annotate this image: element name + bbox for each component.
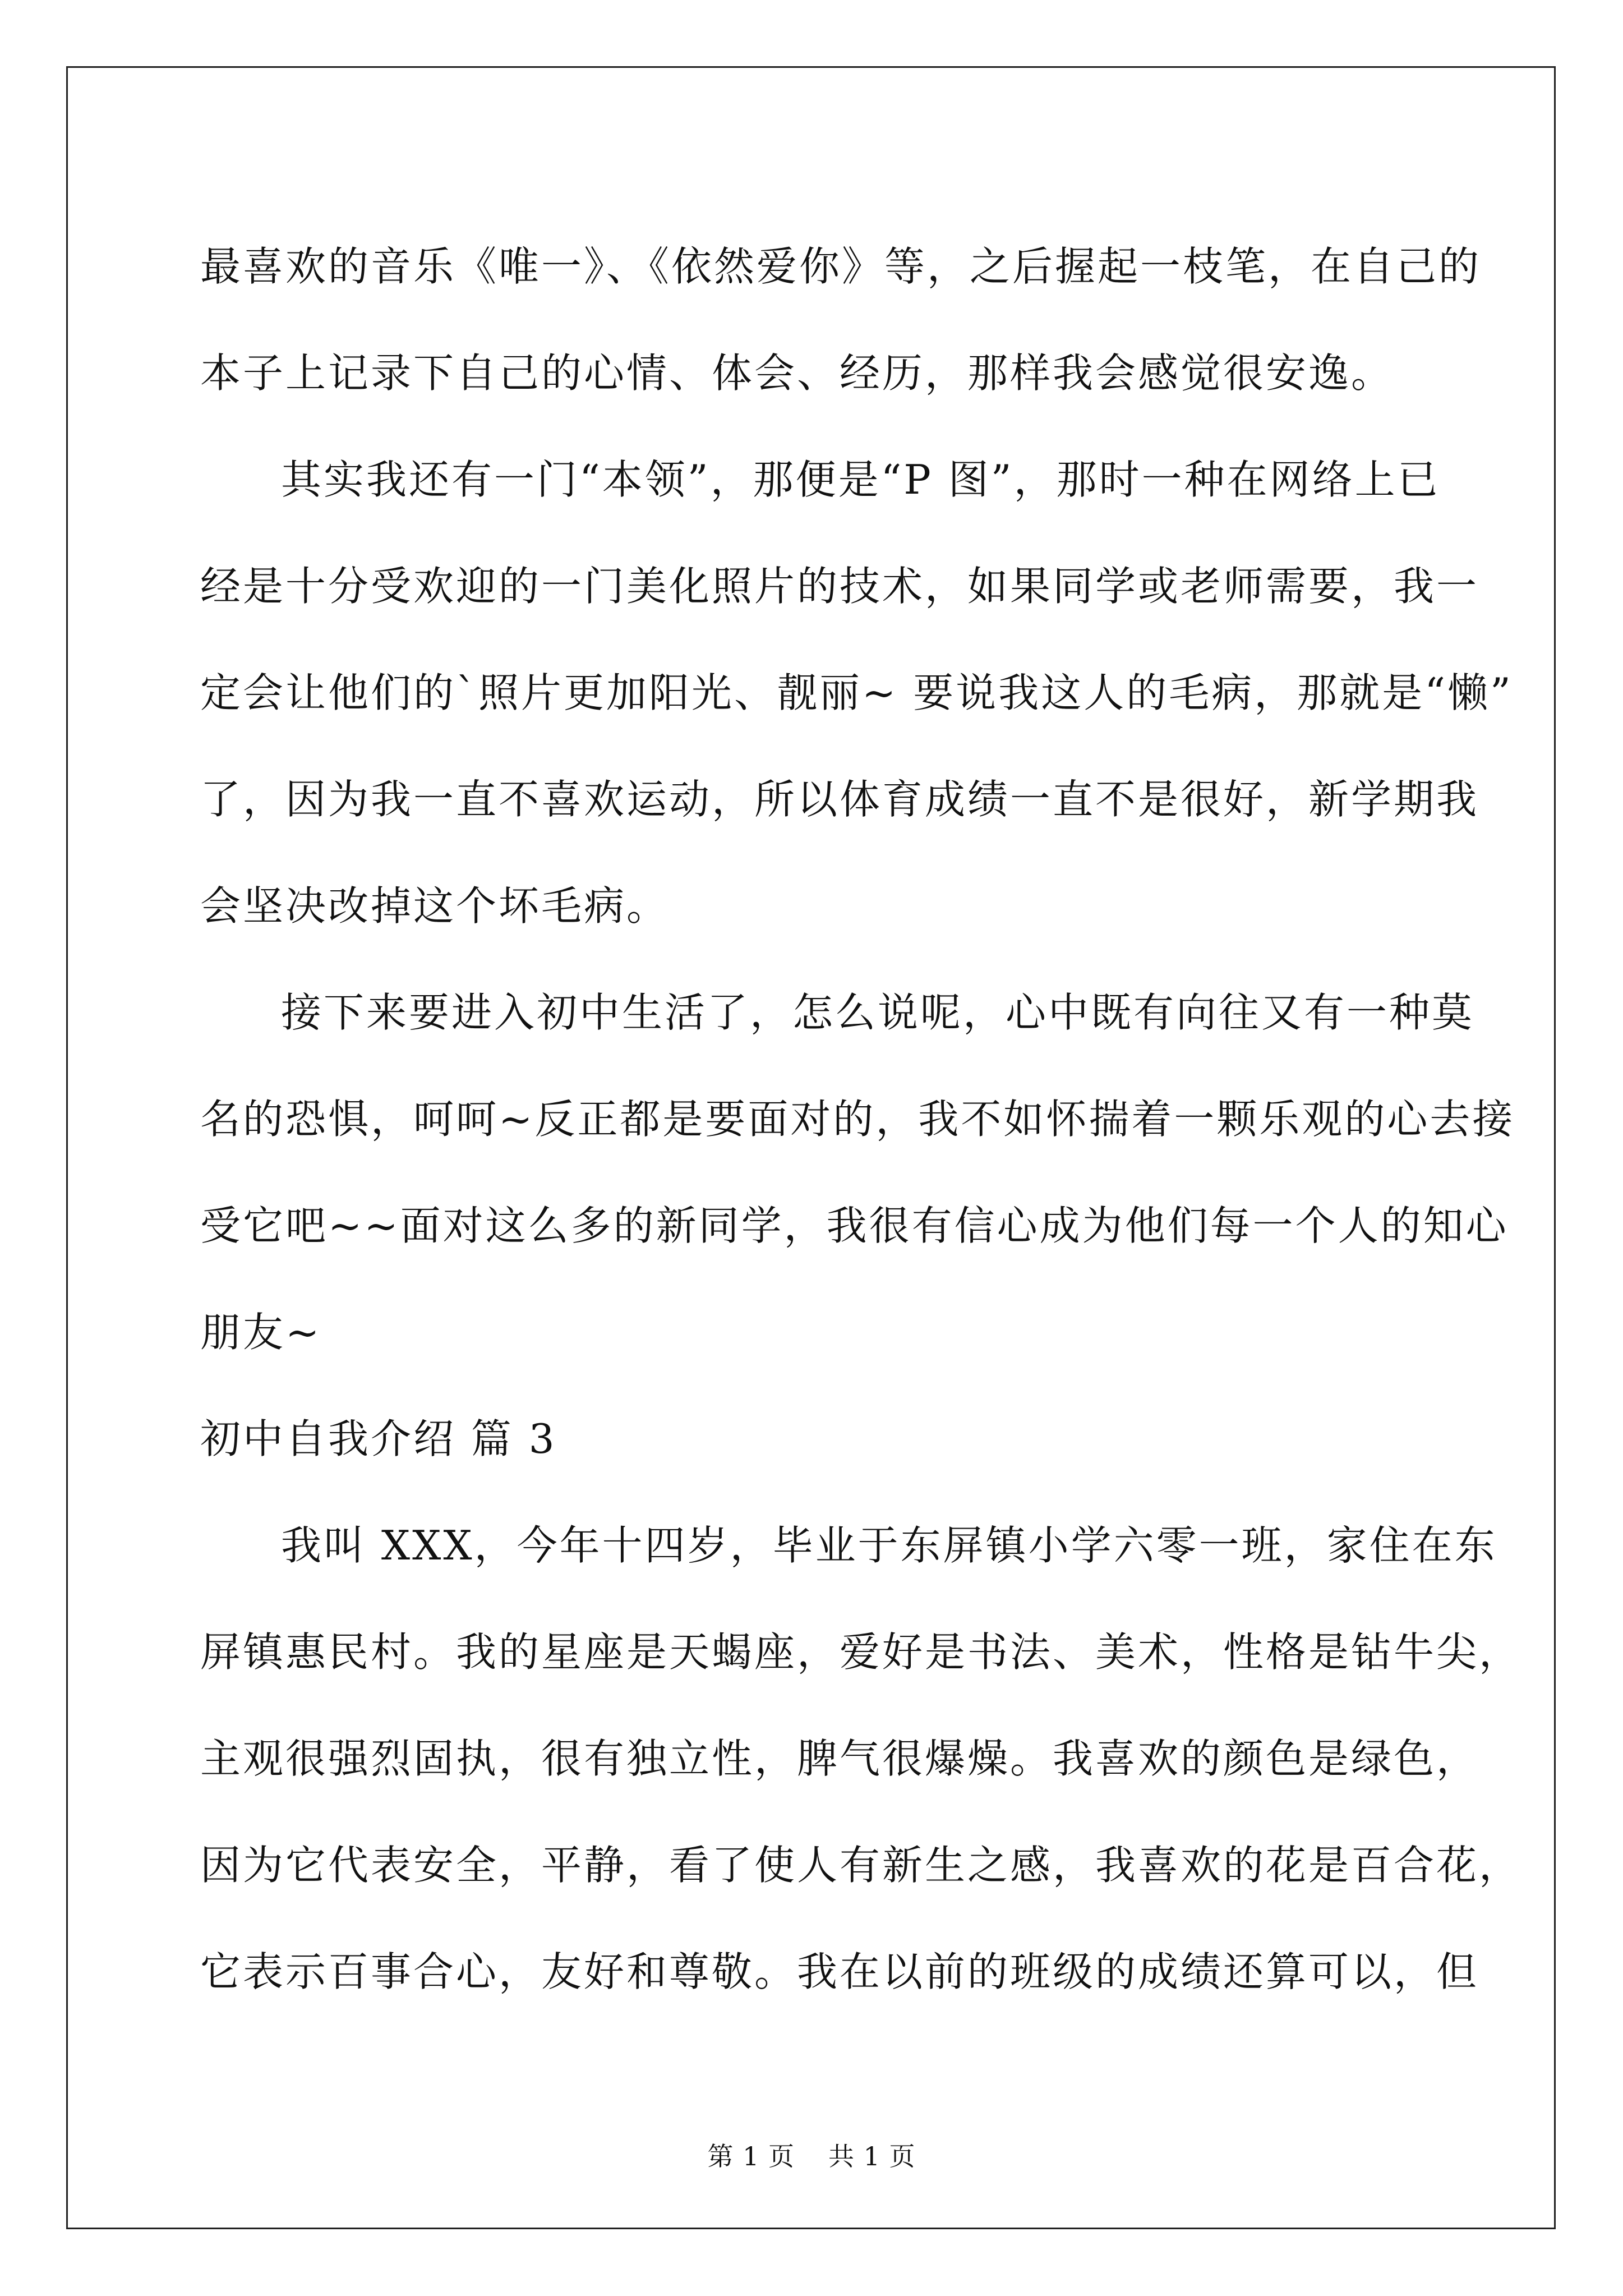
- text-line-16: 因为它代表安全，平静，看了使人有新生之感，我喜欢的花是百合花，: [200, 1842, 1522, 1889]
- section-heading: 初中自我介绍 篇 3: [200, 1415, 557, 1462]
- text-line-4: 经是十分受欢迎的一门美化照片的技术，如果同学或老师需要，我一: [200, 563, 1479, 610]
- page-number: 第 1 页: [707, 2141, 795, 2171]
- page-footer: [0, 2139, 1623, 2173]
- text-line-3: 其实我还有一门“本领”，那便是“P 图”，那时一种在网络上已: [281, 456, 1440, 503]
- text-line-17: 它表示百事合心，友好和尊敬。我在以前的班级的成绩还算可以，但: [200, 1948, 1479, 1995]
- text-line-7: 会坚决改掉这个坏毛病。: [200, 882, 670, 930]
- text-line-6: 了，因为我一直不喜欢运动，所以体育成绩一直不是很好，新学期我: [200, 776, 1479, 823]
- page-total: 共 1 页: [828, 2141, 916, 2171]
- text-line-8: 接下来要进入初中生活了，怎么说呢，心中既有向往又有一种莫: [281, 989, 1475, 1036]
- text-line-14: 屏镇惠民村。我的星座是天蝎座，爱好是书法、美术，性格是钻牛尖，: [200, 1628, 1522, 1676]
- text-line-1: 最喜欢的音乐《唯一》、《依然爱你》等，之后握起一枝笔，在自己的: [200, 243, 1482, 290]
- text-line-15: 主观很强烈固执，很有独立性，脾气很爆燥。我喜欢的颜色是绿色，: [200, 1735, 1479, 1782]
- text-line-13: 我叫 XXX，今年十四岁，毕业于东屏镇小学六零一班，家住在东: [281, 1522, 1497, 1569]
- text-line-11: 朋友~: [200, 1309, 322, 1356]
- text-line-5: 定会让他们的`照片更加阳光、靓丽~ 要说我这人的毛病，那就是“懒”: [200, 669, 1513, 716]
- text-line-2: 本子上记录下自己的心情、体会、经历，那样我会感觉很安逸。: [200, 349, 1394, 397]
- text-line-9: 名的恐惧，呵呵~反正都是要面对的，我不如怀揣着一颗乐观的心去接: [200, 1096, 1515, 1143]
- text-line-10: 受它吧~~面对这么多的新同学，我很有信心成为他们每一个人的知心: [200, 1202, 1509, 1249]
- document-body: [200, 213, 1522, 2025]
